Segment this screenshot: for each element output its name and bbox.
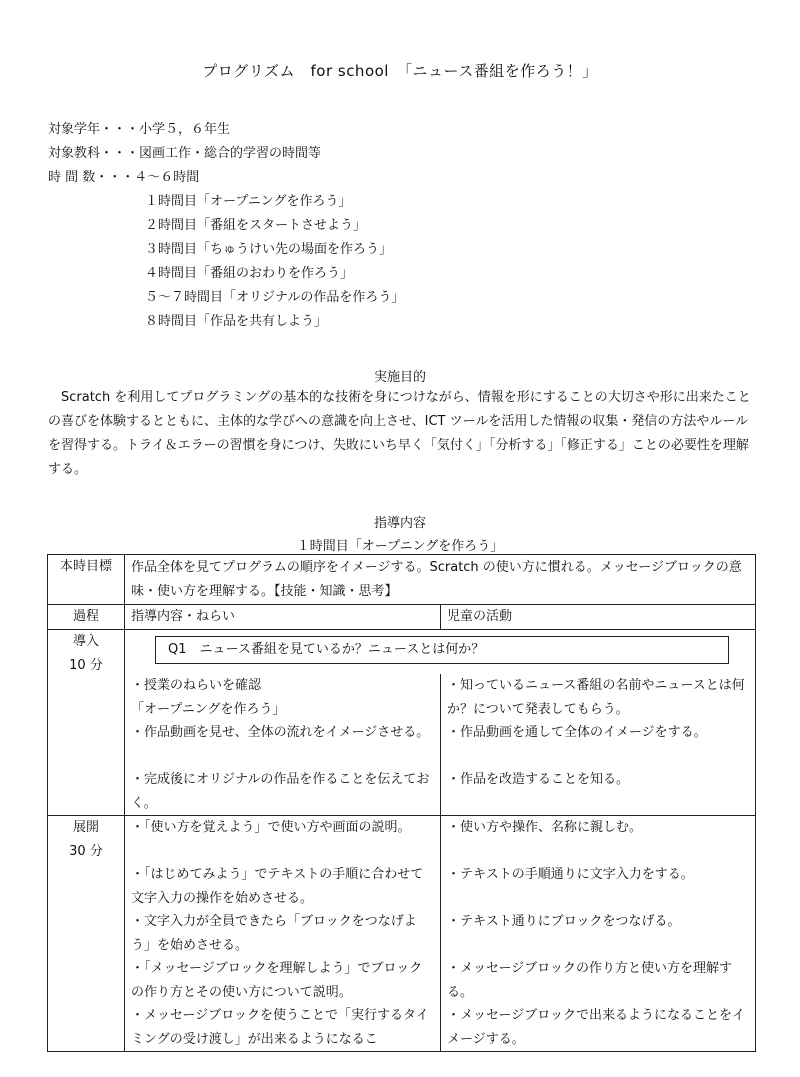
- session-item: ４時間目「番組のおわりを作ろう」: [145, 266, 354, 281]
- content-item: ・メッセージブロックを使うことで「実行するタイミングの受け渡し」が出来るようになるこ: [131, 1008, 429, 1047]
- activity-item: ・作品を改造することを知る。: [447, 772, 630, 787]
- develop-activity-column: [441, 816, 756, 1052]
- activity-header: 児童の活動: [441, 605, 756, 630]
- intro-time: 10 分: [69, 657, 103, 673]
- activity-item: ・使い方や操作、名称に親しむ。: [447, 820, 643, 835]
- intro-activity-column: [441, 674, 755, 815]
- question-box: Q1 ニュース番組を見ているか？ニュースとは何か？: [155, 636, 729, 664]
- session-item: １時間目「オープニングを作ろう」: [145, 194, 352, 209]
- develop-row: [48, 816, 756, 1052]
- content-item: ・文字入力が全員できたら「ブロックをつなげよう」を始めさせる。: [131, 914, 417, 953]
- activity-item: ・テキスト通りにブロックをつなげる。: [447, 914, 681, 929]
- content-item: ・完成後にオリジナルの作品を作ることを伝えておく。: [131, 772, 430, 811]
- content-item: ・「メッセージブロックを理解しよう」でブロックの作り方とその使い方について説明。: [131, 961, 423, 1000]
- course-meta: [48, 118, 404, 334]
- session-title: １時間目「オープニングを作ろう」: [296, 539, 504, 554]
- purpose-heading: 実施目的: [373, 370, 426, 385]
- activity-item: ・作品動画を通して全体のイメージをする。: [447, 725, 707, 740]
- intro-row: [48, 630, 756, 816]
- content-item: ・「使い方を覚えよう」で使い方や画面の説明。: [131, 820, 411, 835]
- goal-label: 本時目標: [48, 555, 125, 605]
- intro-body: [125, 630, 756, 816]
- goal-text: 作品全体を見てプログラムの順序をイメージする。Scratch の使い方に慣れる。メッセージブロックの意味・使い方を理解する。【技能・知識・思考】: [125, 555, 756, 605]
- header-row: [48, 605, 756, 630]
- total-hours: 時 間 数・・・４〜６時間: [48, 170, 200, 185]
- intro-pair: [125, 674, 755, 815]
- content-item: ・作品動画を見せ、全体の流れをイメージさせる。: [131, 725, 430, 740]
- session-item: ３時間目「ちゅうけい先の場面を作ろう」: [145, 242, 393, 257]
- activity-item: ・テキストの手順通りに文字入力をする。: [447, 867, 694, 882]
- content-header: 指導内容・ねらい: [125, 605, 441, 630]
- intro-label: 導入: [72, 634, 99, 649]
- content-item: ・授業のねらいを確認 「オープニングを作ろう」: [131, 678, 286, 717]
- intro-content-column: [125, 674, 441, 815]
- session-item: ５〜７時間目「オリジナルの作品を作ろう」: [145, 290, 405, 305]
- intro-stage: [48, 630, 125, 816]
- develop-time: 30 分: [69, 843, 103, 859]
- document-title: プログリズム for school 「ニュース番組を作ろう！」: [202, 62, 598, 80]
- target-subject: 対象教科・・・図画工作・総合的学習の時間等: [48, 146, 322, 161]
- content-item: ・「はじめてみよう」でテキストの手順に合わせて文字入力の操作を始めさせる。: [131, 867, 424, 906]
- develop-content-column: [125, 816, 441, 1052]
- lesson-plan-table: [47, 554, 756, 1052]
- process-header: 過程: [48, 605, 125, 630]
- activity-item: ・メッセージブロックの作り方と使い方を理解する。: [447, 961, 732, 1000]
- activity-item: ・メッセージブロックで出来るようになることをイメージする。: [447, 1008, 745, 1047]
- target-grade: 対象学年・・・小学５，６年生: [48, 122, 231, 137]
- develop-stage: [48, 816, 125, 1052]
- purpose-text: Scratch を利用してプログラミングの基本的な技術を身につけながら、情報を形にすることの大切さや形に出来たことの喜びを体験するとともに、主体的な学びへの意識を向上させ、ICT ツールを活用した情報の収集・発信の方法やルールを習得する。トライ＆エラーの習慣を身につけ、失敗にいち早く「気付く」「分析する」「修正する」ことの必要性を理解する。: [48, 390, 751, 477]
- session-item: ８時間目「作品を共有しよう」: [145, 314, 328, 329]
- goal-row: [48, 555, 756, 605]
- activity-item: ・知っているニュース番組の名前やニュースとは何か？について発表してもらう。: [447, 678, 745, 717]
- guidance-heading: 指導内容: [373, 516, 426, 531]
- develop-label: 展開: [72, 820, 99, 835]
- session-item: ２時間目「番組をスタートさせよう」: [145, 218, 367, 233]
